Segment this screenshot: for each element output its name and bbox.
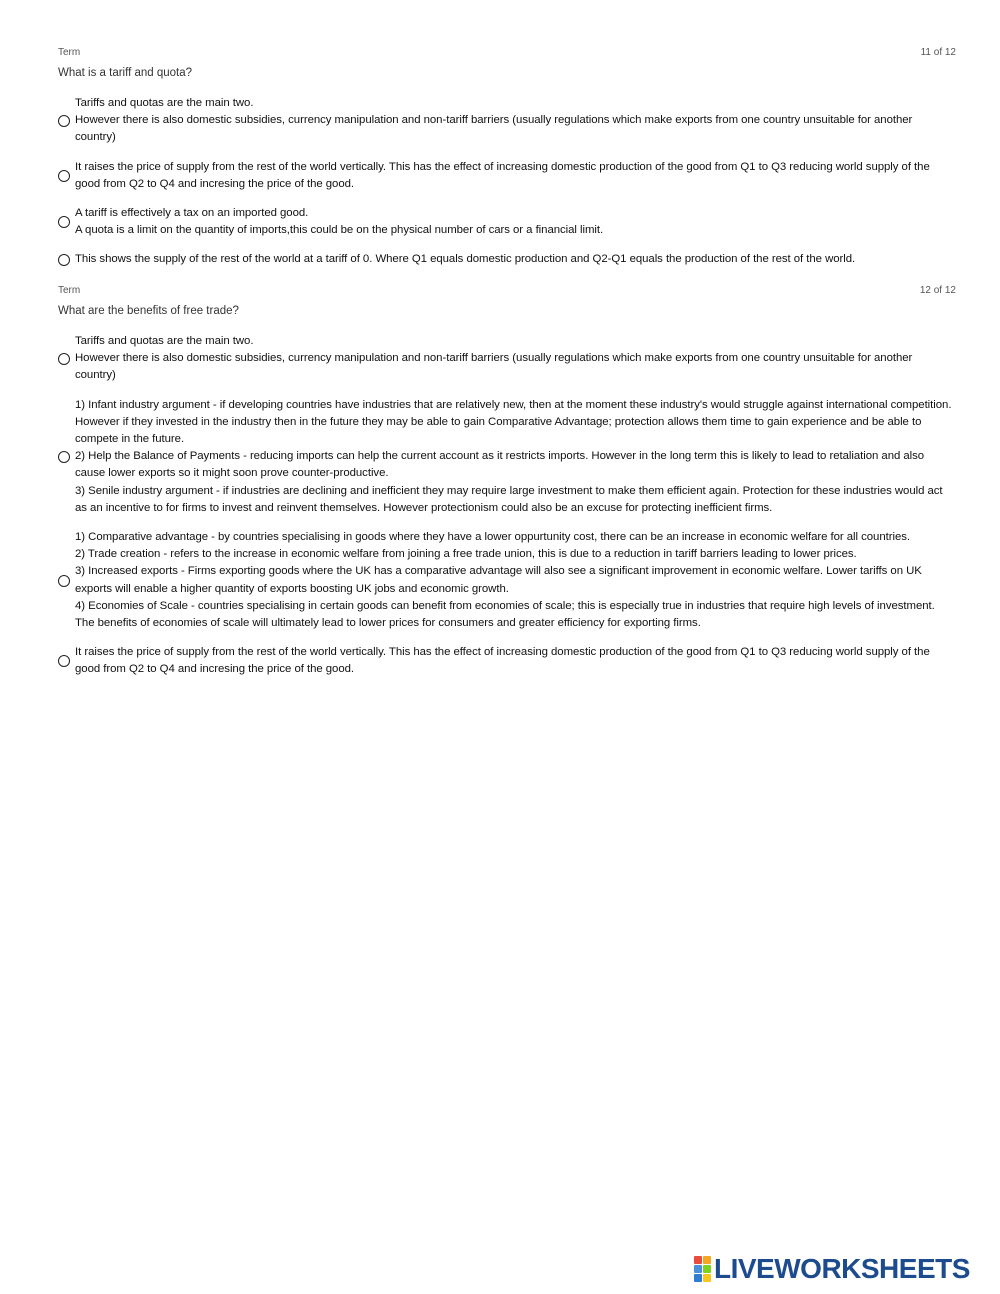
answer-option-text: 1) Comparative advantage - by countries specialising in goods where they have a lower oppurtunity cost, there can be an increase in economic welfare for all countries. 2) Trade creation - refers to the increase in economic welfare from joining a free trade union, this is due to a reduction in tariff barriers leading to lower prices. 3) Increased exports - Firms exporting goods where the UK has a comparative advantage will also see a significant improvement in economic welfare. Lower tariffs on UK exports will enable a higher quantity of exports boosting UK jobs and economic growth. 4) Economies of Scale - countries specialising in certain goods can benefit from economies of scale; this is especially true in industries that require high levels of investment. The benefits of economies of scale will ultimately lead to lower prices for consumers and greater efficiency for exporting firms. xyxy=(75,531,935,630)
answer-option[interactable] xyxy=(58,95,956,147)
radio-button[interactable] xyxy=(58,216,70,228)
answer-option-text: Tariffs and quotas are the main two. However there is also domestic subsidies, currency manipulation and non-tariff barriers (usually regulations which make exports from one country unsuitable for another country) xyxy=(75,335,913,382)
answer-option-text: A tariff is effectively a tax on an imported good. A quota is a limit on the quantity of imports,this could be on the physical number of cars or a financial limit. xyxy=(75,207,604,237)
logo-tile xyxy=(694,1256,702,1264)
logo-tile xyxy=(703,1265,711,1273)
logo-icon xyxy=(694,1256,711,1282)
answer-option-text: It raises the price of supply from the rest of the world vertically. This has the effect of increasing domestic production of the good from Q1 to Q3 reducing world supply of the good from Q2 to Q4 and incresing the price of the good. xyxy=(75,160,930,190)
radio-button[interactable] xyxy=(58,353,70,365)
radio-button[interactable] xyxy=(58,451,70,463)
answer-option[interactable] xyxy=(58,205,956,239)
question-counter: 11 of 12 xyxy=(920,47,956,58)
radio-button[interactable] xyxy=(58,170,70,182)
question-block-11 xyxy=(58,47,956,281)
radio-button[interactable] xyxy=(58,575,70,587)
answer-option[interactable] xyxy=(58,397,956,517)
liveworksheets-logo[interactable] xyxy=(694,1254,970,1284)
answer-option[interactable] xyxy=(58,333,956,385)
logo-tile xyxy=(694,1265,702,1273)
question-header xyxy=(58,47,956,61)
question-counter: 12 of 12 xyxy=(919,285,956,296)
answer-option[interactable] xyxy=(58,251,956,268)
term-label: Term xyxy=(58,285,81,296)
term-label: Term xyxy=(58,47,81,58)
logo-tile xyxy=(703,1274,711,1282)
radio-button[interactable] xyxy=(58,254,70,266)
answer-option-text: This shows the supply of the rest of the world at a tariff of 0. Where Q1 equals domestic production and Q2-Q1 equals the production of the rest of the world. xyxy=(75,253,856,266)
answer-option[interactable] xyxy=(58,529,956,632)
logo-tile xyxy=(694,1274,702,1282)
answer-option[interactable] xyxy=(58,159,956,193)
answer-option[interactable] xyxy=(58,644,956,678)
radio-button[interactable] xyxy=(58,655,70,667)
answer-options xyxy=(58,333,956,679)
logo-tile xyxy=(703,1256,711,1264)
answer-option-text: Tariffs and quotas are the main two. However there is also domestic subsidies, currency manipulation and non-tariff barriers (usually regulations which make exports from one country unsuitable for another country) xyxy=(75,97,913,144)
logo-text: LIVEWORKSHEETS xyxy=(714,1253,970,1284)
answer-option-text: 1) Infant industry argument - if developing countries have industries that are relatively new, then at the moment these industry's would struggle against international competition. However if they invested in the industry then in the future they may be able to gain Comparative Advantage; protection allows them time to gain experience and be able to compete in the future. 2) Help the Balance of Payments - reducing imports can help the current account as it restricts imports. However in the long term this is likely to lead to retaliation and also cause lower exports so it might soon prove counter-productive. 3) Senile industry argument - if industries are declining and inefficient they may require large investment to make them efficient again. Protection for these industries would act as an incentive to for firms to invest and reinvent themselves. However protectionism could also be an excuse for protecting inefficient firms. xyxy=(75,398,952,514)
answer-option-text: It raises the price of supply from the rest of the world vertically. This has the effect of increasing domestic production of the good from Q1 to Q3 reducing world supply of the good from Q2 to Q4 and incresing the price of the good. xyxy=(75,646,930,676)
question-prompt: What is a tariff and quota? xyxy=(58,67,193,79)
radio-button[interactable] xyxy=(58,115,70,127)
question-header xyxy=(58,285,956,299)
question-prompt: What are the benefits of free trade? xyxy=(58,305,239,317)
question-block-12 xyxy=(58,285,956,691)
answer-options xyxy=(58,95,956,269)
